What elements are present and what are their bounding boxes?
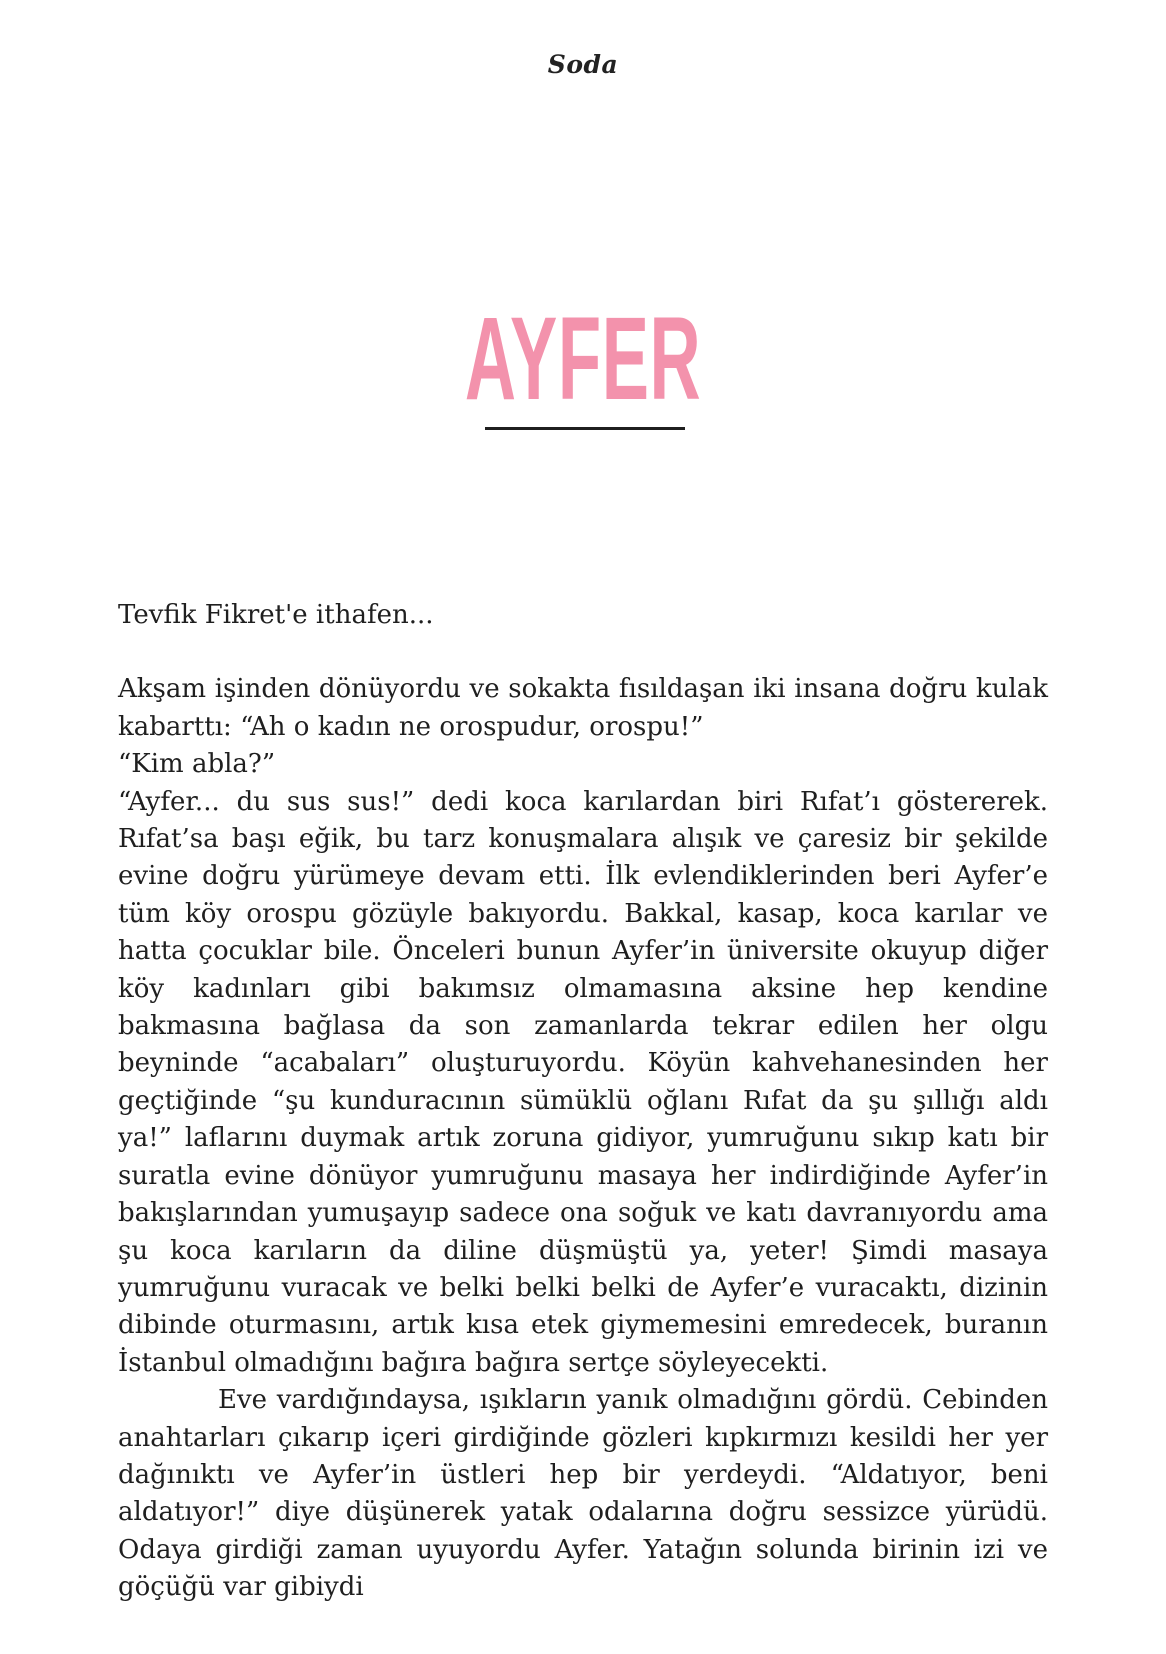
dedication: Tevfik Fikret'e ithafen... bbox=[118, 600, 434, 630]
title-underline bbox=[485, 427, 685, 430]
chapter-title-block bbox=[0, 293, 1166, 425]
paragraph: Akşam işinden dönüyordu ve sokakta fısıldaşan iki insana doğru kulak kabarttı: “Ah o kadın ne orospudur, orospu!” bbox=[118, 674, 1048, 742]
paragraph: “Ayfer... du sus sus!” dedi koca karılardan biri Rıfat’ı göstererek. Rıfat’sa başı eğik, bu tarz konuşmalara alışık ve çaresiz bir şekilde evine doğru yürümeye devam etti. İlk evlendiklerinden beri Ayfer’e tüm köy orospu gözüyle bakıyordu. Bakkal, kasap, koca karılar ve hatta çocuklar bile. Önceleri bunun Ayfer’in üniversite okuyup diğer köy kadınları gibi bakımsız olmamasına aksine hep kendine bakmasına bağlasa da son zamanlarda tekrar edilen her olgu beyninde “acabaları” oluşturuyordu. Köyün kahvehanesinden her geçtiğinde “şu kunduracının sümüklü oğlanı Rıfat da şu şıllığı aldı ya!” laflarını duymak artık zoruna gidiyor, yumruğunu sıkıp katı bir suratla evine dönüyor yumruğunu masaya her indirdiğinde Ayfer’in bakışlarından yumuşayıp sadece ona soğuk ve katı davranıyordu ama şu koca karıların da diline düşmüştü ya, yeter! Şimdi masaya yumruğunu vuracak ve belki belki belki de Ayfer’e vuracaktı, dizinin dibinde oturmasını, artık kısa etek giymemesini emredecek, buranın İstanbul olmadığını bağıra bağıra sertçe söyleyecekti. bbox=[118, 786, 1048, 1378]
chapter-title: AYFER bbox=[464, 293, 702, 425]
publisher-logo: Soda bbox=[547, 50, 619, 79]
paragraph: “Kim abla?” bbox=[118, 749, 276, 780]
paragraph: Eve vardığındaysa, ışıkların yanık olmadığını gördü. Cebinden anahtarları çıkarıp içeri girdiğinde gözleri kıpkırmızı kesildi her yer dağınıktı ve Ayfer’in üstleri hep bir yerdeydi. “Aldatıyor, beni aldatıyor!” diye düşünerek yatak odalarına doğru sessizce yürüdü. Odaya girdiği zaman uyuyordu Ayfer. Yatağın solunda birinin izi ve göçüğü var gibiydi bbox=[118, 1385, 1048, 1603]
chapter-body bbox=[118, 597, 1048, 1607]
